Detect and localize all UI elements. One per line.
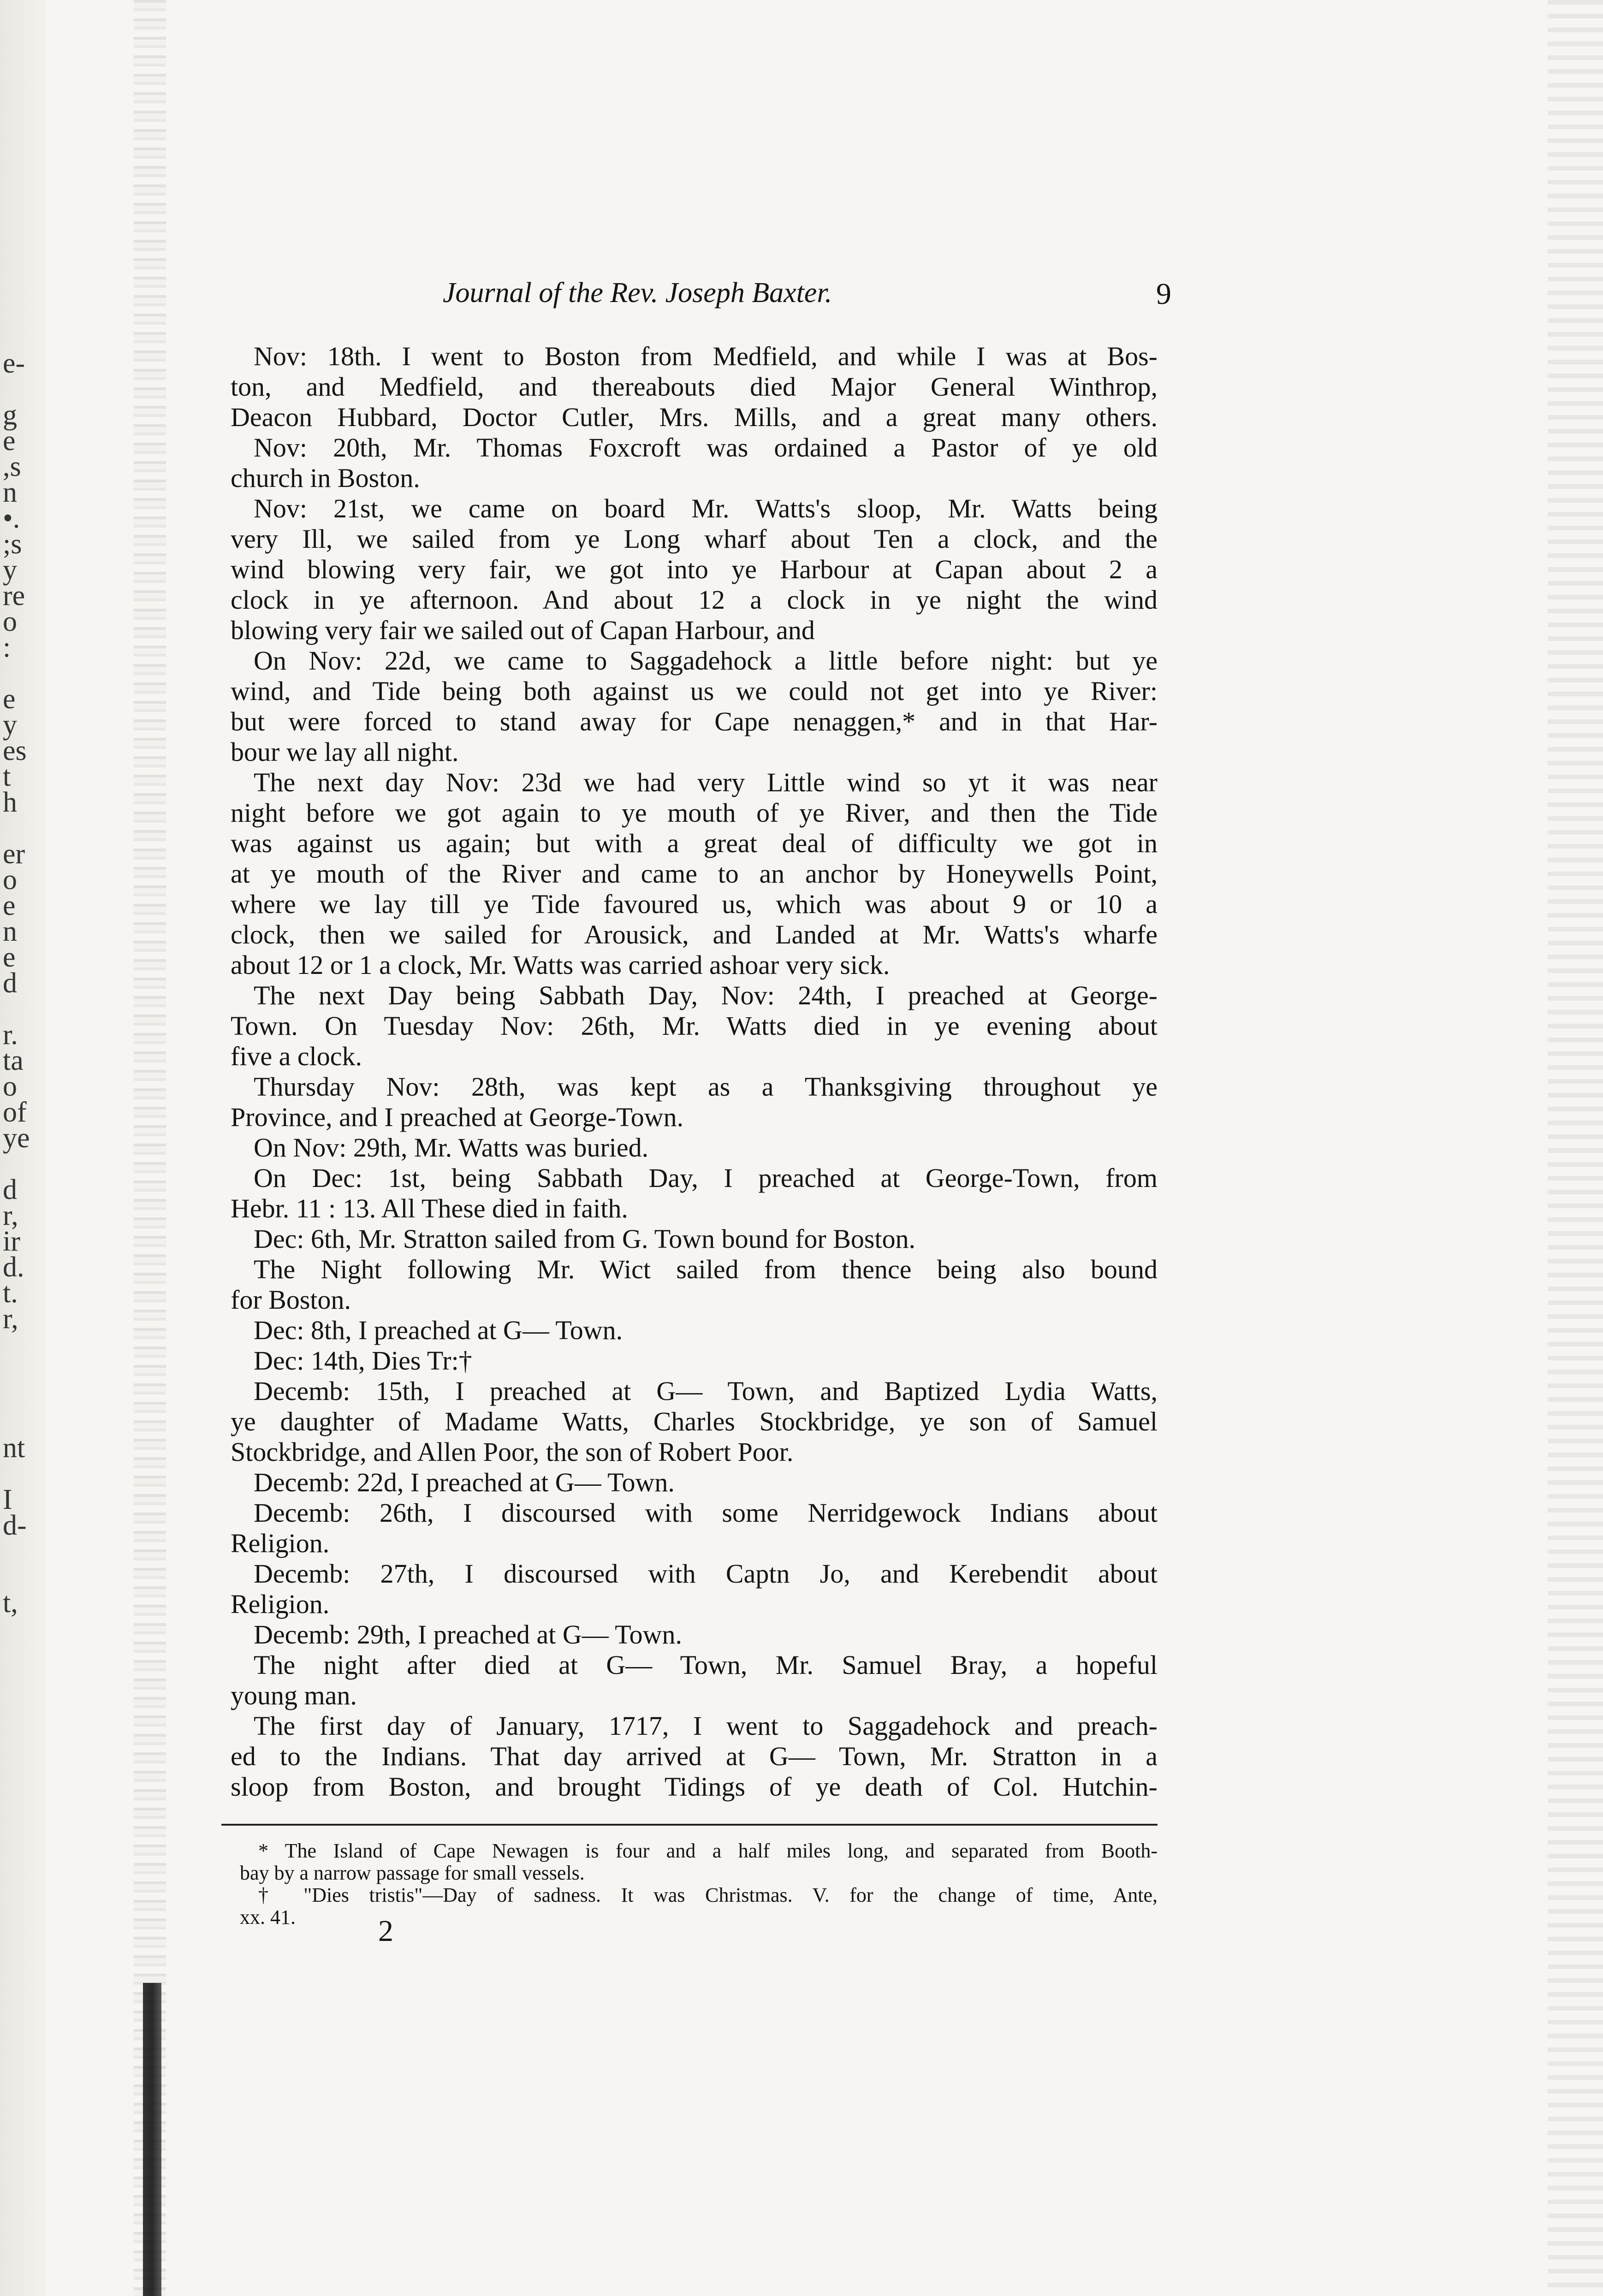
bleed-fragment: o <box>3 1071 17 1102</box>
footnote-line: xx. 41. <box>240 1906 296 1928</box>
bleed-fragment: d- <box>3 1510 27 1541</box>
text-line: where we lay till ye Tide favoured us, which was about 9 or 10 a <box>231 889 1158 919</box>
text-line: Thursday Nov: 28th, was kept as a Thanksgiving throughout ye <box>254 1072 1158 1102</box>
bleed-fragment <box>3 660 77 686</box>
text-line: about 12 or 1 a clock, Mr. Watts was carried ashoar very sick. <box>231 950 890 980</box>
footnote-line: bay by a narrow passage for small vessels. <box>240 1862 585 1884</box>
text-line: Dec: 8th, I preached at G— Town. <box>254 1315 623 1345</box>
signature-mark: 2 <box>378 1914 393 1948</box>
bleed-fragment <box>3 1564 77 1590</box>
text-line: ed to the Indians. That day arrived at G— Town, Mr. Stratton in a <box>231 1741 1158 1771</box>
bleed-fragment: ,s <box>3 451 21 482</box>
text-line: Deacon Hubbard, Doctor Cutler, Mrs. Mills, and a great many others. <box>231 402 1158 432</box>
footnotes <box>240 1840 1158 1928</box>
footnote-line: † "Dies tristis"—Day of sadness. It was Christmas. V. for the change of time, Ante, <box>258 1884 1158 1906</box>
text-line: Hebr. 11 : 13. All These died in faith. <box>231 1193 628 1223</box>
running-title: Journal of the Rev. Joseph Baxter. <box>443 277 832 309</box>
bleed-fragment <box>3 996 77 1022</box>
text-line: sloop from Boston, and brought Tidings of ye death of Col. Hutchin- <box>231 1772 1158 1802</box>
text-line: The night after died at G— Town, Mr. Samuel Bray, a hopeful <box>254 1650 1158 1680</box>
bleed-fragment: •. <box>3 503 20 534</box>
text-line: On Nov: 22d, we came to Saggadehock a little before night: but ye <box>254 646 1158 676</box>
bleed-fragment <box>3 1409 77 1435</box>
bleed-fragment: t <box>3 761 11 792</box>
text-line: night before we got again to ye mouth of ye River, and then the Tide <box>231 798 1158 828</box>
binding-fold-dark <box>143 1983 161 2296</box>
footnote-rule <box>221 1824 1158 1826</box>
text-line: wind, and Tide being both against us we could not get into ye River: <box>231 676 1158 706</box>
bleed-fragment: ir <box>3 1226 20 1257</box>
text-line: blowing very fair we sailed out of Capan Harbour, and <box>231 615 815 645</box>
text-line: Town. On Tuesday Nov: 26th, Mr. Watts died in ye evening about <box>231 1011 1158 1041</box>
bleed-fragment: ;s <box>3 528 22 560</box>
text-line: On Dec: 1st, being Sabbath Day, I preached at George-Town, from <box>254 1163 1158 1193</box>
bleed-fragment: re <box>3 580 25 611</box>
text-line: Dec: 14th, Dies Tr:† <box>254 1346 472 1376</box>
bleed-fragment: es <box>3 735 27 766</box>
bleed-fragment: e- <box>3 348 25 379</box>
text-line: clock in ye afternoon. And about 12 a clock in ye night the wind <box>231 585 1158 615</box>
bleed-fragment: e <box>3 425 16 457</box>
bleed-fragment: e <box>3 890 16 921</box>
bleed-fragment: g <box>3 399 17 431</box>
text-line: The first day of January, 1717, I went to Saggadehock and preach- <box>254 1711 1158 1741</box>
text-line: very Ill, we sailed from ye Long wharf about Ten a clock, and the <box>231 524 1158 554</box>
bleed-fragment: y <box>3 554 17 586</box>
bleed-fragment: ye <box>3 1122 30 1154</box>
text-line: Decemb: 22d, I preached at G— Town. <box>254 1467 675 1497</box>
journal-body <box>231 341 1158 1802</box>
text-line: Decemb: 27th, I discoursed with Captn Jo, and Kerebendit about <box>254 1559 1158 1589</box>
bleed-fragment <box>3 1358 77 1383</box>
bleed-fragment: er <box>3 838 25 870</box>
binding-fold-shadow <box>134 0 166 2296</box>
bleed-fragment: y <box>3 709 17 741</box>
bleed-fragment <box>3 376 77 402</box>
bleed-fragment: d <box>3 967 17 999</box>
text-line: at ye mouth of the River and came to an anchor by Honeywells Point, <box>231 859 1158 889</box>
text-line: The next Day being Sabbath Day, Nov: 24th, I preached at George- <box>254 980 1158 1010</box>
bleed-fragment <box>3 815 77 841</box>
text-line: young man. <box>231 1680 357 1710</box>
text-line: Decemb: 29th, I preached at G— Town. <box>254 1620 683 1649</box>
bleed-fragment <box>3 1332 77 1358</box>
bleed-fragment: I <box>3 1484 12 1515</box>
bleed-fragment: r, <box>3 1200 18 1231</box>
text-line: clock, then we sailed for Arousick, and Landed at Mr. Watts's wharfe <box>231 920 1158 949</box>
text-line: but were forced to stand away for Cape nenaggen,* and in that Har- <box>231 706 1158 736</box>
bleed-fragment: o <box>3 864 17 896</box>
text-line: Religion. <box>231 1528 330 1558</box>
text-line: for Boston. <box>231 1285 351 1315</box>
text-line: was against us again; but with a great deal of difficulty we got in <box>231 828 1158 858</box>
text-line: Province, and I preached at George-Town. <box>231 1102 684 1132</box>
bleed-fragment: of <box>3 1097 27 1128</box>
bleed-fragment: e <box>3 942 16 973</box>
text-line: Stockbridge, and Allen Poor, the son of Robert Poor. <box>231 1437 794 1467</box>
previous-page-bleed <box>3 348 77 1619</box>
text-line: The next day Nov: 23d we had very Little wind so yt it was near <box>254 767 1158 797</box>
text-line: The Night following Mr. Wict sailed from thence being also bound <box>254 1254 1158 1284</box>
text-line: five a clock. <box>231 1041 362 1071</box>
text-line: ton, and Medfield, and thereabouts died Major General Winthrop, <box>231 372 1158 402</box>
text-line: Nov: 18th. I went to Boston from Medfield, and while I was at Bos- <box>254 341 1158 371</box>
page-header <box>258 277 1171 318</box>
bleed-fragment: n <box>3 477 17 508</box>
bleed-fragment: r, <box>3 1303 18 1335</box>
text-line: Nov: 21st, we came on board Mr. Watts's sloop, Mr. Watts being <box>254 493 1158 523</box>
bleed-fragment: h <box>3 787 17 818</box>
text-line: Dec: 6th, Mr. Stratton sailed from G. Town bound for Boston. <box>254 1224 916 1254</box>
text-line: wind blowing very fair, we got into ye Harbour at Capan about 2 a <box>231 554 1158 584</box>
bleed-fragment <box>3 1538 77 1564</box>
text-line: ye daughter of Madame Watts, Charles Stockbridge, ye son of Samuel <box>231 1406 1158 1436</box>
bleed-fragment: e <box>3 683 16 715</box>
bleed-fragment: : <box>3 632 11 663</box>
text-line: bour we lay all night. <box>231 737 459 767</box>
bleed-fragment: n <box>3 916 17 947</box>
text-line: Nov: 20th, Mr. Thomas Foxcroft was ordained a Pastor of ye old <box>254 433 1158 463</box>
text-line: Decemb: 15th, I preached at G— Town, and Baptized Lydia Watts, <box>254 1376 1158 1406</box>
text-line: Decemb: 26th, I discoursed with some Nerridgewock Indians about <box>254 1498 1158 1528</box>
bleed-fragment: d <box>3 1174 17 1205</box>
bleed-fragment: o <box>3 606 17 637</box>
bleed-fragment: d. <box>3 1252 24 1283</box>
bleed-fragment: t, <box>3 1587 18 1619</box>
footnote-line: * The Island of Cape Newagen is four and a half miles long, and separated from Booth- <box>258 1839 1158 1862</box>
bleed-fragment: nt <box>3 1432 25 1464</box>
bleed-fragment <box>3 1151 77 1177</box>
page-number: 9 <box>1156 277 1171 311</box>
bleed-fragment: t. <box>3 1277 18 1309</box>
text-line: church in Boston. <box>231 463 420 493</box>
bleed-fragment <box>3 1461 77 1487</box>
right-page-edge <box>1548 0 1603 2296</box>
bleed-fragment <box>3 1383 77 1409</box>
bleed-fragment: r. <box>3 1019 18 1050</box>
text-line: Religion. <box>231 1589 330 1619</box>
bleed-fragment: ta <box>3 1045 24 1076</box>
text-line: On Nov: 29th, Mr. Watts was buried. <box>254 1133 649 1163</box>
